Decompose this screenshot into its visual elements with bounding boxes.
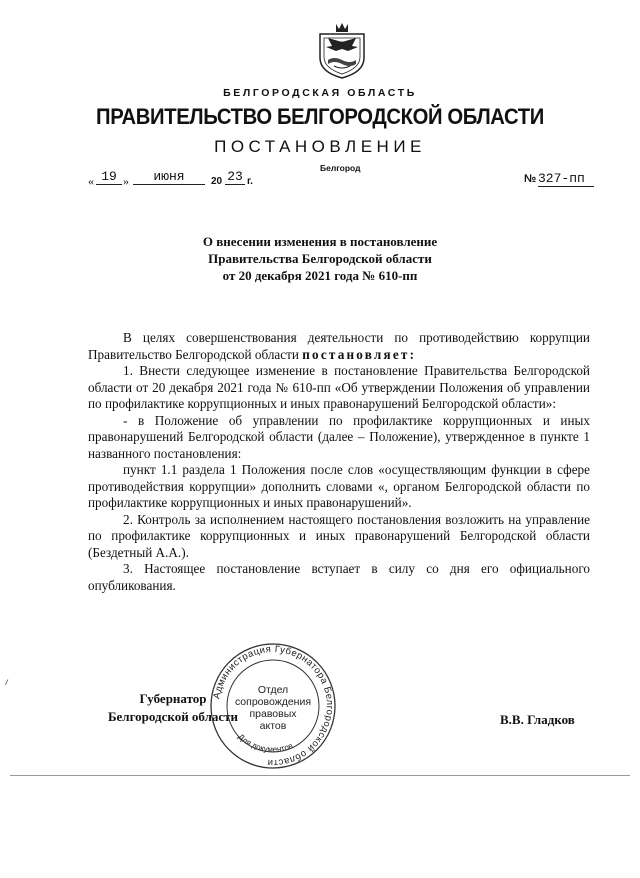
stamp-line-4: актов (259, 720, 287, 732)
intro-resolves: постановляет: (302, 346, 417, 362)
number-sign: № (524, 173, 537, 185)
subject-line-3: от 20 декабря 2021 года № 610-пп (222, 268, 418, 283)
signatory-name: В.В. Гладков (500, 712, 575, 727)
margin-mark (5, 679, 12, 687)
date-year-abbr: г. (247, 176, 253, 187)
date-day: 19 (96, 170, 122, 185)
date-quote-close: » (123, 174, 129, 188)
signatory-title-line-1: Губернатор (139, 691, 207, 706)
date-year-prefix: 20 (211, 176, 223, 187)
coat-of-arms-emblem (314, 20, 370, 80)
body-paragraph-3: пункт 1.1 раздела 1 Положения после слов «осуществляющим функции в сфере противодействия коррупции» дополнить словами «, органом Белгородской области по профилактике коррупционных и иных правонарушений». (88, 462, 590, 510)
subject-line-2: Правительства Белгородской области (208, 251, 432, 266)
body-paragraph-4: 2. Контроль за исполнением настоящего постановления возложить на управление по профилактике коррупционных и иных правонарушений Белгородской области (Бездетный А.А.). (88, 511, 590, 560)
city-label: Белгород (320, 163, 361, 173)
document-number: 327-пп (538, 171, 594, 187)
footer-rule (10, 775, 630, 776)
date-month: июня (133, 170, 205, 185)
intro-text: В целях совершенствования деятельности по противодействию коррупции Правительство Белгородской области (88, 330, 590, 362)
stamp-ring-text: Администрация Губернатора Белгородской области (211, 643, 336, 769)
stamp-line-1: Отдел (257, 684, 289, 696)
document-subject (0, 233, 640, 284)
subject-line-1: О внесении изменения в постановление (202, 234, 438, 249)
stamp-ring-bottom: Для документов (236, 732, 295, 755)
stamp-line-2: сопровождения (234, 696, 312, 708)
government-heading: ПРАВИТЕЛЬСТВО БЕЛГОРОДСКОЙ ОБЛАСТИ (96, 104, 544, 129)
svg-text:Для документов (236, 732, 294, 754)
body-paragraph-1: 1. Внести следующее изменение в постановление Правительства Белгородской области от 20 декабря 2021 года № 610-пп «Об утверждении Положения об управлении по профилактике коррупционных и иных правонарушений Белгородской области»: (88, 363, 590, 411)
body-intro (88, 330, 590, 363)
stamp-line-3: правовых (249, 708, 297, 720)
region-heading: БЕЛГОРОДСКАЯ ОБЛАСТЬ (223, 87, 417, 99)
date-quote-open: « (88, 174, 94, 188)
body-paragraph-2: - в Положение об управлении по профилактике коррупционных и иных правонарушений Белгородской области (далее – Положение), утвержденное в пункте 1 названного постановления: (88, 412, 590, 461)
date-year-suffix: 23 (225, 170, 245, 185)
document-type-heading: ПОСТАНОВЛЕНИЕ (214, 137, 426, 156)
body-paragraph-5: 3. Настоящее постановление вступает в силу со дня его официального опубликования. (88, 561, 590, 593)
signatory-title-line-2: Белгородской области (107, 709, 239, 724)
document-body (88, 330, 590, 594)
office-stamp (208, 641, 338, 771)
